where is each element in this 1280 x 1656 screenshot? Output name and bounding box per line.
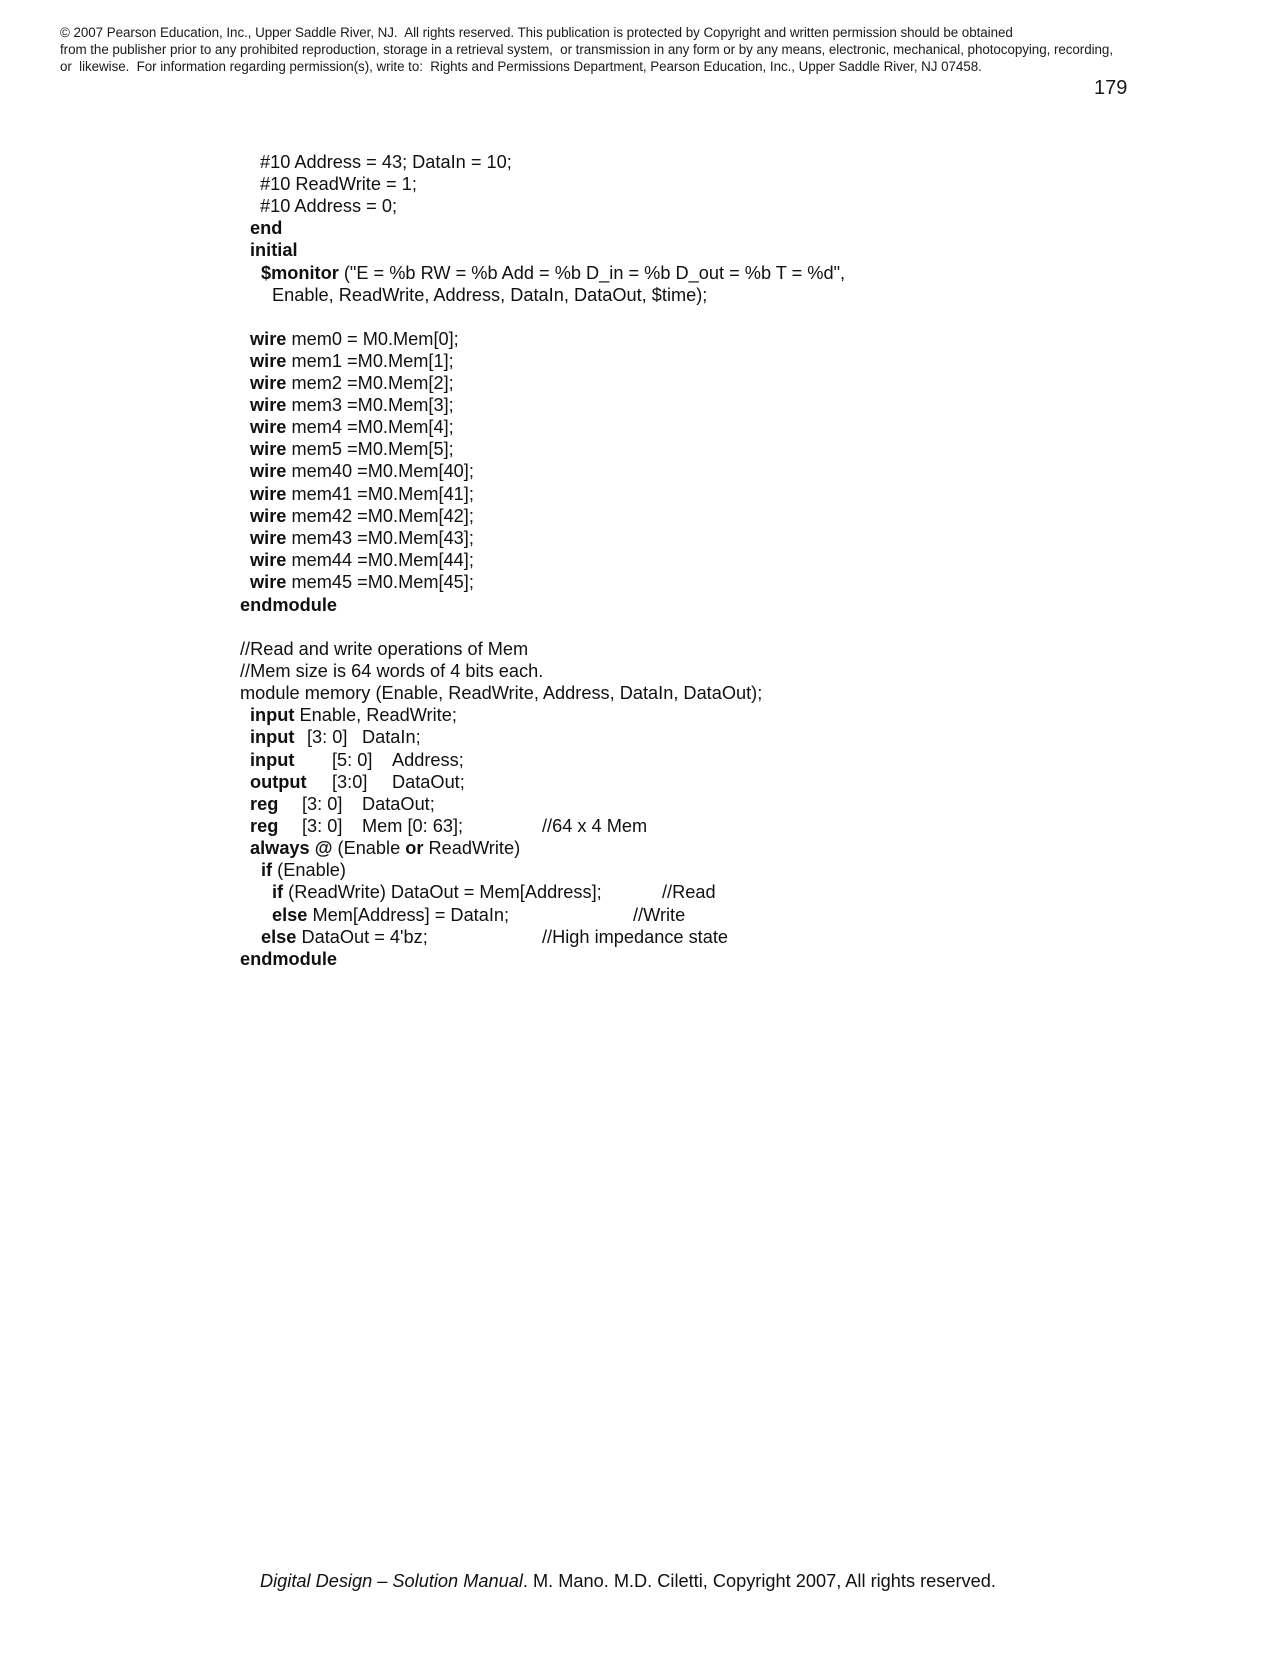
code-keyword-wire: wire <box>250 439 287 459</box>
code-line-reg-mem <box>250 815 750 837</box>
code-keyword-wire: wire <box>250 373 287 393</box>
code-comment-mem-dims: //64 x 4 Mem <box>542 816 648 836</box>
code-line-module-decl: module memory (Enable, ReadWrite, Address, DataIn, DataOut); <box>240 683 763 703</box>
code-line-wire-mem41 <box>250 483 474 505</box>
code-line-wire-mem40 <box>250 460 474 482</box>
write-statement: Mem[Address] = DataIn; <box>307 905 510 925</box>
code-comment-mem-size: //Mem size is 64 words of 4 bits each. <box>240 661 544 681</box>
code-keyword-wire: wire <box>250 572 287 592</box>
code-line-monitor <box>261 262 845 284</box>
code-keyword-end: end <box>250 218 283 238</box>
reg-name: DataOut; <box>362 794 435 814</box>
code-line-else-highz <box>261 926 761 948</box>
code-keyword-wire: wire <box>250 351 287 371</box>
wire-decl: mem4 =M0.Mem[4]; <box>286 417 454 437</box>
code-keyword-wire: wire <box>250 528 287 548</box>
wire-decl: mem44 =M0.Mem[44]; <box>286 550 474 570</box>
code-line-input-address <box>250 749 650 771</box>
code-line-always <box>250 837 520 859</box>
code-keyword-reg: reg <box>250 816 279 836</box>
if-condition: (Enable) <box>272 860 346 880</box>
code-line-output-dataout <box>250 771 650 793</box>
bit-range: [3: 0] <box>302 794 343 814</box>
sensitivity-list-close: ReadWrite) <box>423 838 521 858</box>
code-keyword-wire: wire <box>250 506 287 526</box>
page-footer <box>260 1569 996 1593</box>
code-comment-write: //Write <box>633 905 686 925</box>
wire-decl: mem40 =M0.Mem[40]; <box>286 461 474 481</box>
reg-name: Mem [0: 63]; <box>362 816 464 836</box>
code-line-wire-mem42 <box>250 505 474 527</box>
code-keyword-or: or <box>405 838 424 858</box>
code-keyword-wire: wire <box>250 417 287 437</box>
code-line-wire-mem45 <box>250 571 474 593</box>
copyright-line-1: © 2007 Pearson Education, Inc., Upper Saddle River, NJ. All rights reserved. This publication is protected by Copyright and written permission should be obtained <box>60 25 1013 40</box>
wire-decl: mem5 =M0.Mem[5]; <box>286 439 454 459</box>
wire-decl: mem1 =M0.Mem[1]; <box>286 351 454 371</box>
code-comment-read: //Read <box>662 882 716 902</box>
code-line-if-enable <box>261 859 346 881</box>
copyright-line-2: from the publisher prior to any prohibited reproduction, storage in a retrieval system, or transmission in any form or by any means, electronic, mechanical, photocopying, recording, <box>60 42 1113 57</box>
bit-range: [3:0] <box>332 772 368 792</box>
code-line-input-enable <box>250 704 457 726</box>
bit-range: [3: 0] <box>302 816 343 836</box>
monitor-format-string: ("E = %b RW = %b Add = %b D_in = %b D_out = %b T = %d", <box>338 263 846 283</box>
code-line-wire-mem43 <box>250 527 474 549</box>
copyright-line-3: or likewise. For information regarding permission(s), write to: Rights and Permissions Department, Pearson Education, Inc., Upper Saddle River, NJ 07458. <box>60 59 982 74</box>
code-line-wire-mem44 <box>250 549 474 571</box>
code-line-wire-mem0 <box>250 328 459 350</box>
code-keyword-initial: initial <box>250 240 298 260</box>
code-comment-read-write: //Read and write operations of Mem <box>240 639 529 659</box>
code-keyword-else: else <box>272 905 308 925</box>
code-keyword-always: always @ <box>250 838 333 858</box>
code-keyword-endmodule-testbench: endmodule <box>240 595 338 615</box>
code-line-stimulus-2: #10 ReadWrite = 1; <box>260 174 417 194</box>
code-keyword-endmodule-memory: endmodule <box>240 949 338 969</box>
code-line-wire-mem3 <box>250 394 454 416</box>
wire-decl: mem43 =M0.Mem[43]; <box>286 528 474 548</box>
highz-statement: DataOut = 4'bz; <box>296 927 428 947</box>
code-keyword-if: if <box>261 860 273 880</box>
code-line-if-readwrite <box>272 881 772 903</box>
page-number: 179 <box>1094 77 1128 99</box>
code-line-wire-mem1 <box>250 350 454 372</box>
code-line-wire-mem4 <box>250 416 454 438</box>
port-name: Address; <box>392 750 464 770</box>
code-keyword-reg: reg <box>250 794 279 814</box>
code-line-else-write <box>272 904 772 926</box>
code-line-stimulus-3: #10 Address = 0; <box>260 196 398 216</box>
code-keyword-wire: wire <box>250 550 287 570</box>
code-keyword-if: if <box>272 882 284 902</box>
code-keyword-input: input <box>250 727 295 747</box>
footer-book-title: Digital Design – Solution Manual <box>260 1571 523 1591</box>
bit-range: [5: 0] <box>332 750 373 770</box>
wire-decl: mem2 =M0.Mem[2]; <box>286 373 454 393</box>
code-keyword-wire: wire <box>250 461 287 481</box>
code-keyword-wire: wire <box>250 395 287 415</box>
code-keyword-wire: wire <box>250 329 287 349</box>
code-line-stimulus-1: #10 Address = 43; DataIn = 10; <box>260 152 512 172</box>
wire-decl: mem42 =M0.Mem[42]; <box>286 506 474 526</box>
read-statement: (ReadWrite) DataOut = Mem[Address]; <box>283 882 602 902</box>
wire-decl: mem45 =M0.Mem[45]; <box>286 572 474 592</box>
code-line-input-datain <box>250 726 650 748</box>
code-line-monitor-args: Enable, ReadWrite, Address, DataIn, DataOut, $time); <box>272 285 708 305</box>
copyright-notice <box>60 24 1230 75</box>
code-line-reg-dataout <box>250 793 650 815</box>
port-name: DataOut; <box>392 772 465 792</box>
code-line-wire-mem5 <box>250 438 454 460</box>
wire-decl: mem0 = M0.Mem[0]; <box>286 329 459 349</box>
wire-decl: mem41 =M0.Mem[41]; <box>286 484 474 504</box>
wire-decl: mem3 =M0.Mem[3]; <box>286 395 454 415</box>
port-names: Enable, ReadWrite; <box>294 705 457 725</box>
code-keyword-wire: wire <box>250 484 287 504</box>
bit-range: [3: 0] <box>307 727 348 747</box>
code-keyword-output: output <box>250 772 307 792</box>
code-keyword-input: input <box>250 705 295 725</box>
sensitivity-list-open: (Enable <box>332 838 406 858</box>
code-keyword-input: input <box>250 750 295 770</box>
port-name: DataIn; <box>362 727 421 747</box>
code-comment-high-impedance: //High impedance state <box>542 927 729 947</box>
code-keyword-monitor: $monitor <box>261 263 339 283</box>
footer-credits: . M. Mano. M.D. Ciletti, Copyright 2007, All rights reserved. <box>522 1571 996 1591</box>
code-keyword-else: else <box>261 927 297 947</box>
code-line-wire-mem2 <box>250 372 454 394</box>
